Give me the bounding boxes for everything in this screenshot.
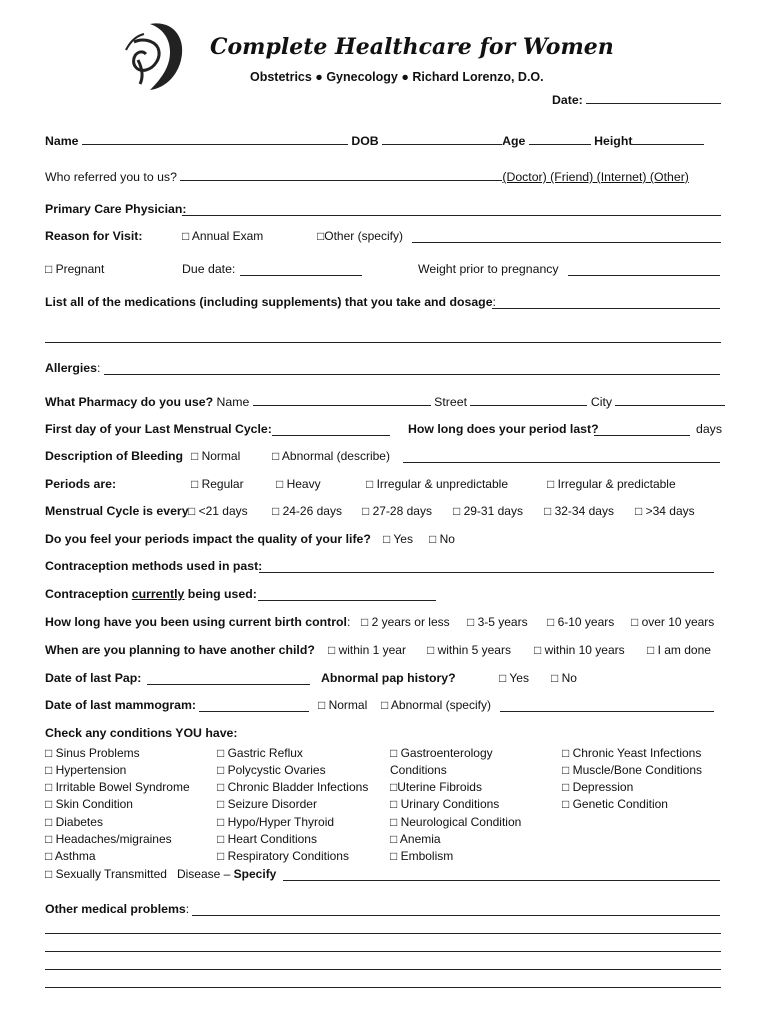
cycle-27-28-checkbox[interactable]: □ 27-28 days: [362, 504, 432, 518]
bleeding-line[interactable]: [403, 462, 720, 463]
contraception-past-line[interactable]: [259, 572, 714, 573]
allergies-line[interactable]: [104, 374, 720, 375]
periods-label: Periods are:: [45, 477, 117, 491]
contraception-current-line[interactable]: [258, 600, 436, 601]
contraception-current-pre: Contraception: [45, 587, 132, 601]
bc-3-5-years-checkbox[interactable]: □ 3-5 years: [467, 615, 528, 629]
other-problems-line-5[interactable]: [45, 987, 721, 988]
child-5-years-checkbox[interactable]: □ within 5 years: [427, 643, 511, 657]
pharmacy-street-label: Street: [434, 395, 467, 409]
pharmacy-street-line[interactable]: [470, 394, 587, 406]
dob-label: DOB: [351, 134, 379, 148]
bc-over-10-checkbox[interactable]: □ over 10 years: [631, 615, 715, 629]
condition-headaches-checkbox[interactable]: □ Headaches/migraines: [45, 832, 172, 846]
period-length-line[interactable]: [594, 435, 690, 436]
medications-row: List all of the medications (including supplements) that you take and dosage:: [45, 295, 496, 309]
mammogram-date-label: Date of last mammogram:: [45, 698, 197, 712]
condition-asthma-checkbox[interactable]: □ Asthma: [45, 849, 96, 863]
mammogram-normal-checkbox[interactable]: □ Normal: [318, 698, 368, 712]
birth-control-question: How long have you been using current birth control: [45, 615, 347, 629]
other-problems-label: Other medical problems: [45, 902, 186, 916]
other-problems-line-3[interactable]: [45, 951, 721, 952]
name-line[interactable]: [82, 133, 348, 145]
contraception-current-post: being used:: [184, 587, 257, 601]
referral-question: Who referred you to us?: [45, 170, 177, 184]
other-visit-line[interactable]: [412, 242, 721, 243]
condition-hypertension-checkbox[interactable]: □ Hypertension: [45, 763, 127, 777]
medications-line-1[interactable]: [492, 308, 720, 309]
quality-yes-checkbox[interactable]: □ Yes: [383, 532, 413, 546]
std-specify-line[interactable]: [283, 880, 720, 881]
condition-gastro-checkbox[interactable]: □ Gastroenterology: [390, 746, 493, 760]
page-title: Complete Healthcare for Women: [210, 34, 614, 60]
condition-ibs-checkbox[interactable]: □ Irritable Bowel Syndrome: [45, 780, 190, 794]
child-question: When are you planning to have another child?: [45, 643, 315, 657]
condition-heart-checkbox[interactable]: □ Heart Conditions: [217, 832, 317, 846]
condition-gastro-continued: Conditions: [390, 763, 447, 777]
other-problems-line-2[interactable]: [45, 933, 721, 934]
period-irregular-unpredictable-checkbox[interactable]: □ Irregular & unpredictable: [366, 477, 508, 491]
child-10-years-checkbox[interactable]: □ within 10 years: [534, 643, 625, 657]
condition-sinus-checkbox[interactable]: □ Sinus Problems: [45, 746, 140, 760]
page-subtitle: Obstetrics ● Gynecology ● Richard Lorenzo, D.O.: [250, 70, 544, 84]
cycle-29-31-checkbox[interactable]: □ 29-31 days: [453, 504, 523, 518]
cycle-label: Menstrual Cycle is every: [45, 504, 189, 518]
pap-date-line[interactable]: [147, 684, 310, 685]
pregnant-checkbox[interactable]: □ Pregnant: [45, 262, 105, 276]
allergies-row: Allergies:: [45, 361, 101, 375]
due-date-label: Due date:: [182, 262, 236, 276]
quality-no-checkbox[interactable]: □ No: [429, 532, 455, 546]
weight-label: Weight prior to pregnancy: [418, 262, 559, 276]
pharmacy-question: What Pharmacy do you use?: [45, 395, 214, 409]
referral-options: (Doctor) (Friend) (Internet) (Other): [502, 170, 689, 184]
contraception-past-label: Contraception methods used in past:: [45, 559, 263, 573]
condition-gastric-reflux-checkbox[interactable]: □ Gastric Reflux: [217, 746, 303, 760]
condition-polycystic-checkbox[interactable]: □ Polycystic Ovaries: [217, 763, 326, 777]
condition-muscle-bone-checkbox[interactable]: □ Muscle/Bone Conditions: [562, 763, 702, 777]
date-label: Date:: [552, 93, 583, 107]
cycle-32-34-checkbox[interactable]: □ 32-34 days: [544, 504, 614, 518]
bleeding-label: Description of Bleeding: [45, 449, 184, 463]
clinic-logo-icon: [120, 20, 192, 92]
mammogram-abnormal-line[interactable]: [500, 711, 714, 712]
referral-row: [45, 169, 689, 184]
contraception-current-underlined: currently: [131, 587, 185, 601]
bleeding-normal-checkbox[interactable]: □ Normal: [191, 449, 241, 463]
condition-neurological-checkbox[interactable]: □ Neurological Condition: [390, 815, 522, 829]
height-line[interactable]: [632, 133, 704, 145]
pharmacy-name-label: Name: [216, 395, 250, 409]
period-length-label: How long does your period last?: [408, 422, 599, 436]
lmp-label: First day of your Last Menstrual Cycle:: [45, 422, 272, 436]
condition-seizure-checkbox[interactable]: □ Seizure Disorder: [217, 797, 317, 811]
other-visit-checkbox[interactable]: □Other (specify): [317, 229, 403, 243]
name-label: Name: [45, 134, 79, 148]
condition-std-checkbox[interactable]: □ Sexually Transmitted Disease –: [45, 867, 234, 881]
visit-label: Reason for Visit:: [45, 229, 143, 243]
conditions-heading: Check any conditions YOU have:: [45, 726, 238, 740]
other-problems-line-4[interactable]: [45, 969, 721, 970]
contraception-current-label: [45, 587, 257, 601]
pharmacy-name-line[interactable]: [253, 394, 431, 406]
pharmacy-city-line[interactable]: [615, 394, 725, 406]
birth-control-row: How long have you been using current birth control:: [45, 615, 351, 629]
name-row: [45, 133, 704, 148]
condition-urinary-checkbox[interactable]: □ Urinary Conditions: [390, 797, 500, 811]
due-date-line[interactable]: [240, 275, 362, 276]
period-irregular-predictable-checkbox[interactable]: □ Irregular & predictable: [547, 477, 676, 491]
bc-6-10-years-checkbox[interactable]: □ 6-10 years: [547, 615, 615, 629]
condition-bladder-checkbox[interactable]: □ Chronic Bladder Infections: [217, 780, 369, 794]
allergies-label: Allergies: [45, 361, 97, 375]
date-field[interactable]: [552, 92, 721, 107]
weight-line[interactable]: [568, 275, 720, 276]
days-label: days: [696, 422, 722, 436]
condition-yeast-checkbox[interactable]: □ Chronic Yeast Infections: [562, 746, 702, 760]
cycle-lt21-checkbox[interactable]: □ <21 days: [188, 504, 248, 518]
pharmacy-row: [45, 394, 725, 409]
condition-embolism-checkbox[interactable]: □ Embolism: [390, 849, 454, 863]
pcp-label: Primary Care Physician:: [45, 202, 187, 216]
pharmacy-city-label: City: [590, 395, 613, 409]
medications-line-2[interactable]: [45, 342, 721, 343]
condition-respiratory-checkbox[interactable]: □ Respiratory Conditions: [217, 849, 349, 863]
pap-yes-checkbox[interactable]: □ Yes: [499, 671, 529, 685]
period-regular-checkbox[interactable]: □ Regular: [191, 477, 244, 491]
condition-skin-checkbox[interactable]: □ Skin Condition: [45, 797, 133, 811]
condition-fibroids-checkbox[interactable]: □Uterine Fibroids: [390, 780, 482, 794]
other-problems-line-1[interactable]: [192, 915, 720, 916]
period-heavy-checkbox[interactable]: □ Heavy: [276, 477, 321, 491]
dob-line[interactable]: [382, 133, 502, 145]
condition-anemia-checkbox[interactable]: □ Anemia: [390, 832, 441, 846]
std-specify-label: Specify: [233, 867, 277, 881]
quality-question: Do you feel your periods impact the quality of your life?: [45, 532, 371, 546]
mammogram-date-line[interactable]: [199, 711, 309, 712]
pap-no-checkbox[interactable]: □ No: [551, 671, 577, 685]
condition-genetic-checkbox[interactable]: □ Genetic Condition: [562, 797, 668, 811]
lmp-line[interactable]: [272, 435, 390, 436]
medications-label: List all of the medications (including supplements) that you take and dosage: [45, 295, 493, 309]
child-1-year-checkbox[interactable]: □ within 1 year: [328, 643, 406, 657]
condition-thyroid-checkbox[interactable]: □ Hypo/Hyper Thyroid: [217, 815, 335, 829]
bleeding-abnormal-checkbox[interactable]: □ Abnormal (describe): [272, 449, 390, 463]
condition-std-row[interactable]: [45, 867, 276, 881]
bc-2-years-checkbox[interactable]: □ 2 years or less: [361, 615, 450, 629]
referral-line[interactable]: [180, 169, 502, 181]
age-label: Age: [502, 134, 526, 148]
pap-abnormal-question: Abnormal pap history?: [321, 671, 456, 685]
child-done-checkbox[interactable]: □ I am done: [647, 643, 711, 657]
age-line[interactable]: [529, 133, 591, 145]
height-label: Height: [594, 134, 633, 148]
other-problems-row: Other medical problems:: [45, 902, 190, 916]
date-line[interactable]: [586, 92, 721, 104]
cycle-gt34-checkbox[interactable]: □ >34 days: [635, 504, 695, 518]
annual-exam-checkbox[interactable]: □ Annual Exam: [182, 229, 264, 243]
cycle-24-26-checkbox[interactable]: □ 24-26 days: [272, 504, 342, 518]
pcp-line[interactable]: [182, 215, 721, 216]
pap-date-label: Date of last Pap:: [45, 671, 142, 685]
mammogram-abnormal-checkbox[interactable]: □ Abnormal (specify): [381, 698, 491, 712]
condition-depression-checkbox[interactable]: □ Depression: [562, 780, 634, 794]
condition-diabetes-checkbox[interactable]: □ Diabetes: [45, 815, 103, 829]
